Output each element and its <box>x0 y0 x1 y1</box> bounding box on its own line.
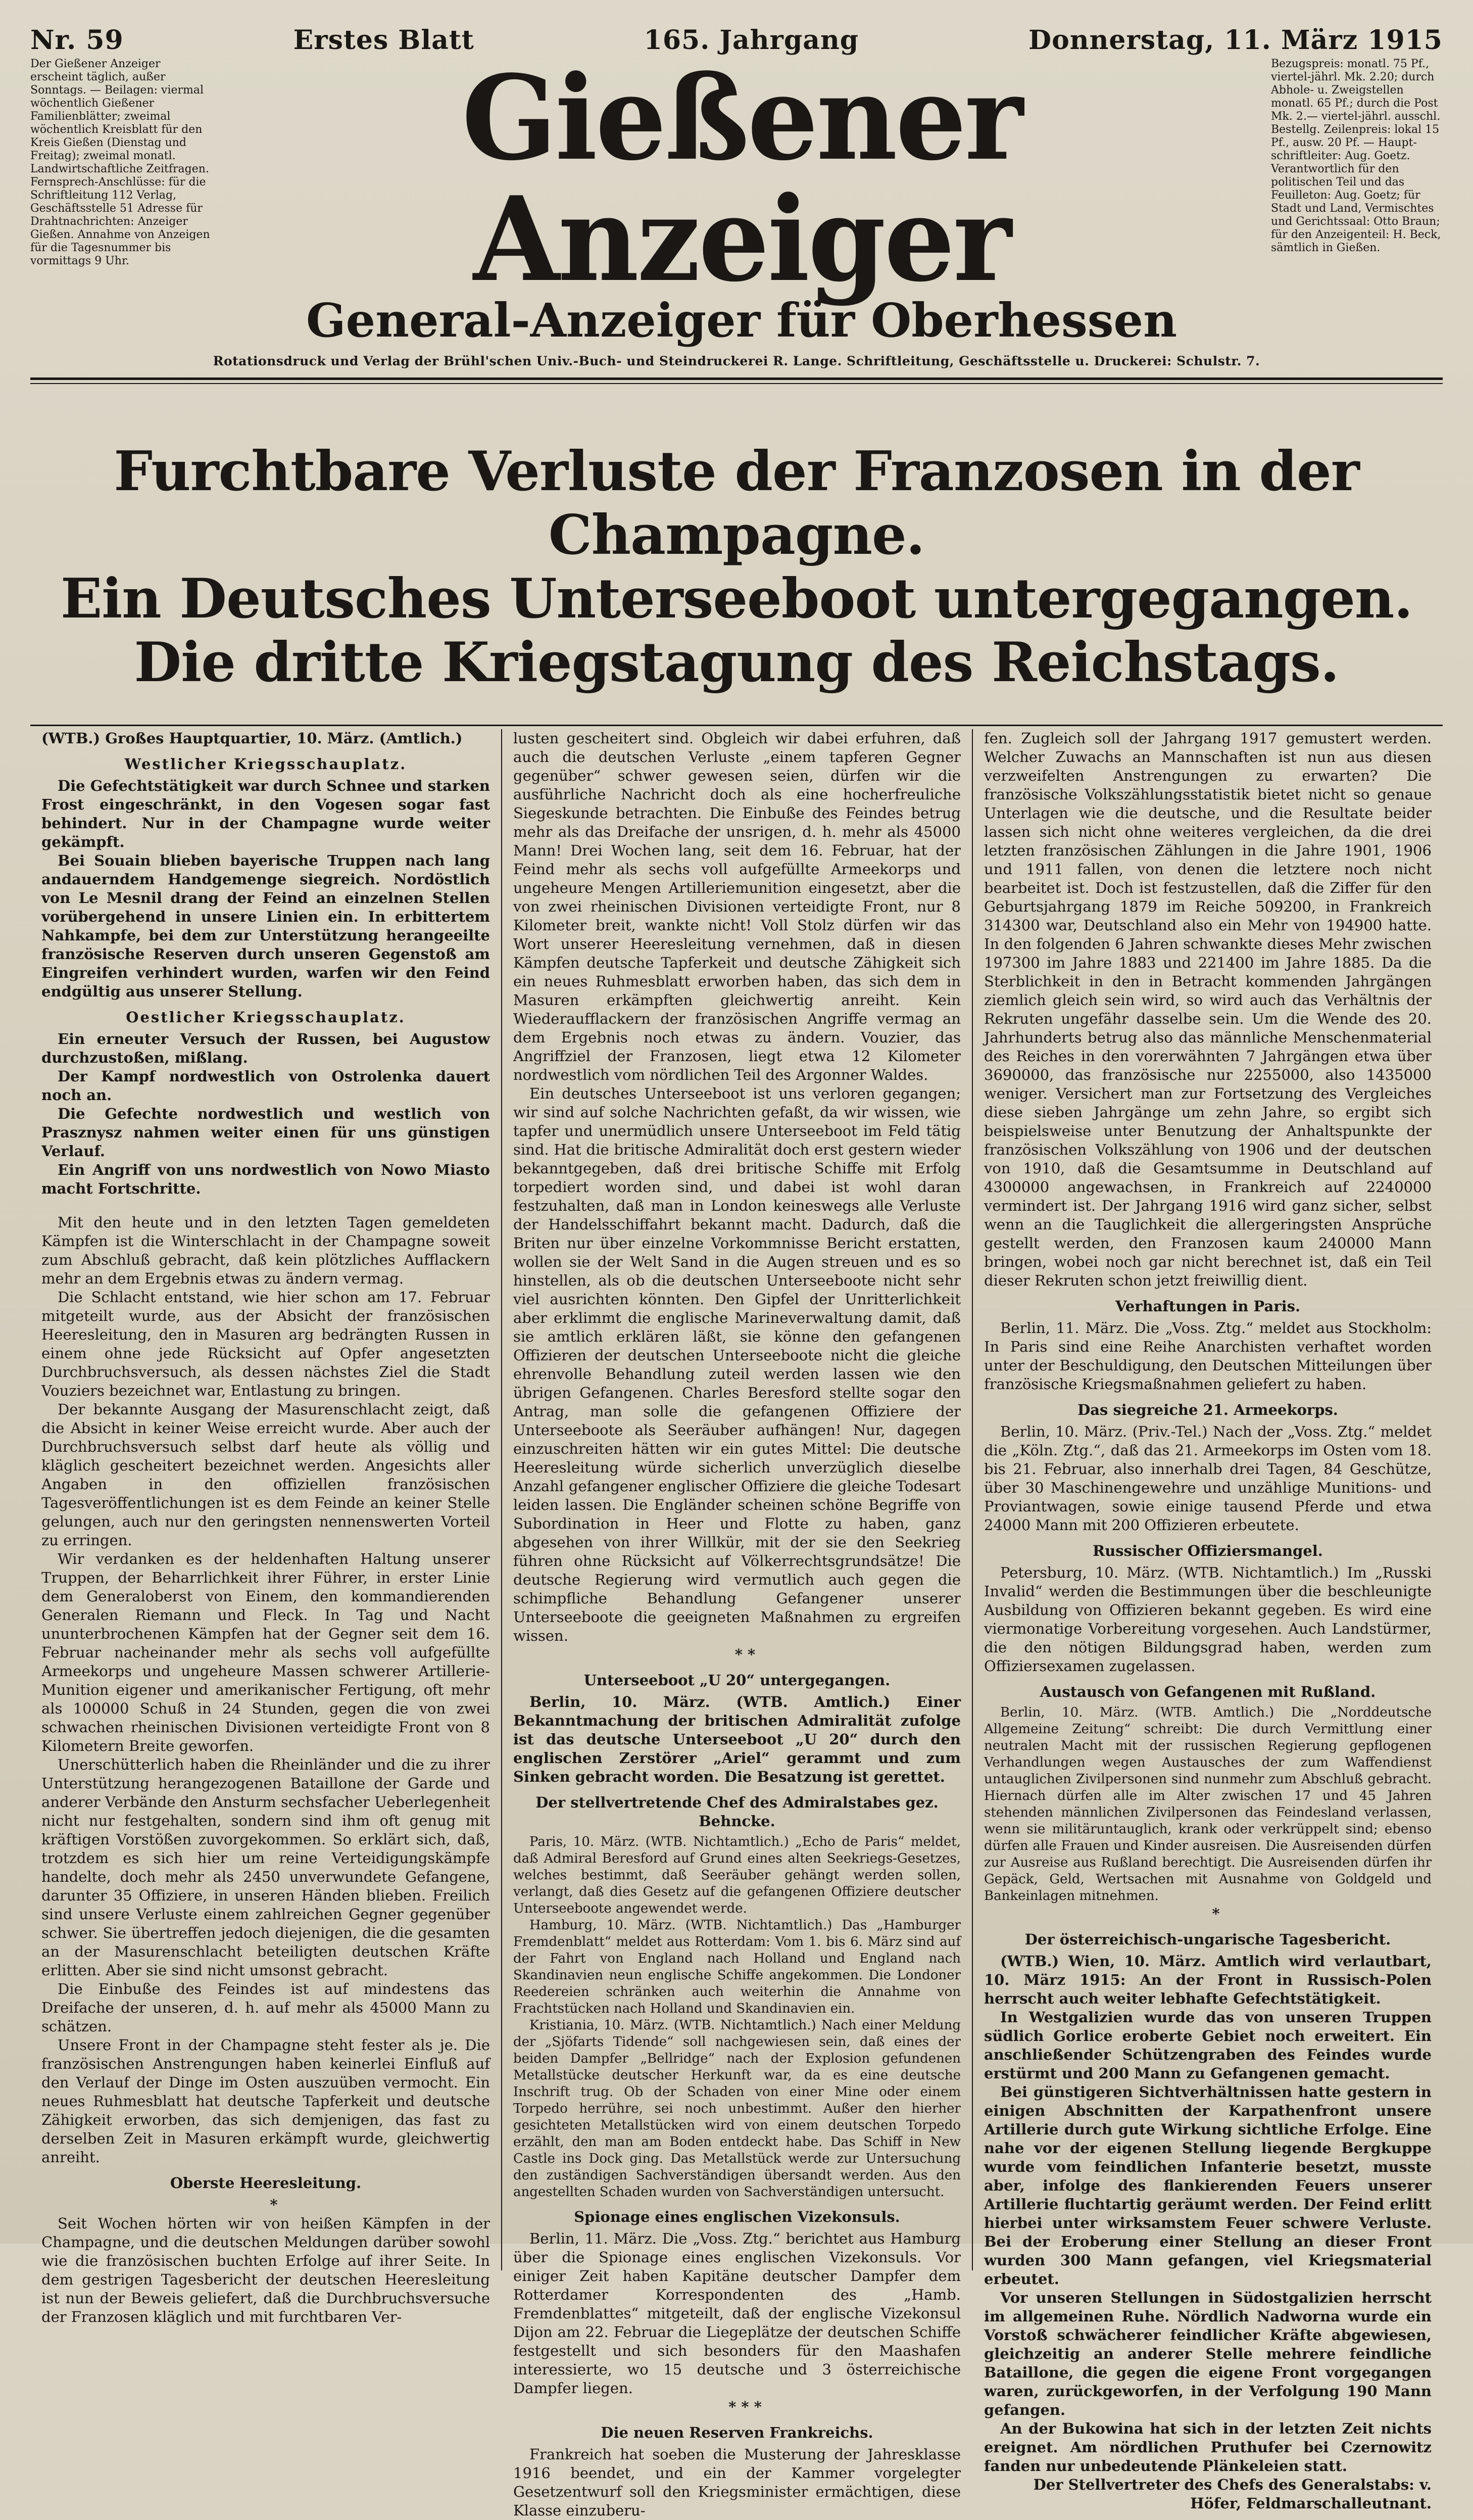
newspaper-title: Gießener Anzeiger <box>462 50 1021 308</box>
section-heading: Russischer Offiziersmangel. <box>1093 1542 1323 1559</box>
paragraph: Bei Souain blieben bayerische Truppen nach lang andauerndem Handgemenge siegreich. Nordöstlich von Le Mesnil drang der Feind an einzelnen Stellen vorübergehend in unsere Linien ein. In erbittertem Nahkampfe, bei dem zur Unterstützung herangeeilte französische Reserven durch unseren Gegenstoß am Eingreifen verhindert wurden, warfen wir den Feind endgültig aus unserer Stellung. <box>41 852 490 1000</box>
masthead-right-info: Bezugspreis: monatl. 75 Pf., viertel-jährl. Mk. 2.20; durch Abhole- u. Zweigstellen monatl. 65 Pf.; durch die Post Mk. 2.— viertel-jährl. ausschl. Bestellg. Zeilenpreis: lokal 15 Pf., ausw. 20 Pf. — Haupt-schriftleiter: Aug. Goetz. Verantwortlich für den politischen Teil und das Feuilleton: Aug. Goetz; für Stadt und Land, Vermischtes und Gerichtssaal: Otto Braun; für den Anzeigenteil: H. Beck, sämtlich in Gießen. <box>1271 58 1441 254</box>
newspaper-subtitle: General-Anzeiger für Oberhessen <box>306 293 1177 348</box>
column-3 <box>972 729 1443 2512</box>
separator-star: * <box>270 2196 278 2213</box>
paragraph: lusten gescheitert sind. Obgleich wir dabei erfuhren, daß auch die deutschen Verluste „einem tapferen Gegner gegenüber“ schwer gewesen seien, dürfen wir die ausführliche Nachricht doch als eine hocherfreuliche Siegeskunde betrachten. Die Einbuße des Feindes betrug mehr als das Dreifache der unsrigen, d. h. mehr als 45000 Mann! Drei Wochen lang, seit dem 16. Februar, hat der Feind mehr als sechs voll aufgefüllte Armeekorps und ungeheure Mengen Artilleriemunition eingesetzt, aber die von zwei rheinischen Divisionen verteidigte Front, nur 8 Kilometer breit, wankte nicht! Voll Stolz dürfen wir das Wort unserer Heeresleitung vernehmen, daß in diesen Kämpfen deutsche Tapferkeit und deutsche Zähigkeit sich ein neues Ruhmesblatt erworben haben, das sich dem in Masuren erkämpften gleichwertig anreiht. Kein Wiederaufflackern der französischen Angriffe vermag an dem Ergebnis noch etwas zu ändern. Vouzier, das Angriffziel der Franzosen, liegt etwa 12 Kilometer nordwestlich vom nördlichen Teil des Argonner Waldes. <box>513 730 961 1083</box>
paragraph: Paris, 10. März. (WTB. Nichtamtlich.) „Echo de Paris“ meldet, daß Admiral Beresford auf Grund eines alten Seekriegs-Gesetzes, welches bestimmt, daß Seeräuber gehängt werden sollen, verlangt, daß dies Gesetz auf die gefangenen Offiziere deutscher Unterseeboote angewendet werde. <box>513 1834 961 1916</box>
paragraph: Ein erneuter Versuch der Russen, bei Augustow durchzustoßen, mißlang. <box>41 1030 490 1066</box>
column-1 <box>30 729 501 2325</box>
separator-star: * <box>1212 1905 1220 1922</box>
paragraph: Unerschütterlich haben die Rheinländer und die zu ihrer Unterstützung herangezogenen Bataillone der Garde und anderer Verbände den Ansturm sechsfacher Ueberlegenheit nicht nur festgehalten, sondern sind ihm oft genug mit kräftigen Vorstößen zuvorgekommen. So erklärt sich, daß, trotzdem es sich hier um reine Verteidigungskämpfe handelte, doch mehr als 2450 unverwundete Gefangene, darunter 35 Offiziere, in unseren Händen blieben. Freilich sind unsere Verluste einem zahlreichen Gegner gegenüber schwer. Sie übertreffen jedoch diejenigen, die die gesamten an der Masurenschlacht beteiligten deutschen Kräfte erlitten. Aber sie sind nicht umsonst gebracht. <box>41 1756 490 1979</box>
paragraph: Berlin, 10. März. (WTB. Amtlich.) Einer Bekanntmachung der britischen Admiralität zufolge ist das deutsche Unterseeboot „U 20“ durch den englischen Zerstörer „Ariel“ gerammt und zum Sinken gebracht worden. Die Besatzung ist gerettet. <box>513 1693 961 1785</box>
headline-2: Ein Deutsches Unterseeboot untergegangen. <box>60 567 1413 631</box>
paragraph: Vor unseren Stellungen in Südostgalizien herrscht im allgemeinen Ruhe. Nördlich Nadworna wurde ein Vorstoß schwächerer feindlicher Kräfte abgewiesen, gleichzeitig an anderer Stelle mehrere feindliche Bataillone, die gegen die eigene Front vorgegangen waren, zurückgeworfen, in der Verfolgung 190 Mann gefangen. <box>984 2289 1432 2418</box>
paragraph: fen. Zugleich soll der Jahrgang 1917 gemustert werden. Welcher Zuwachs an Mannschaften ist nun aus diesen verzweifelten Anstrengungen zu erwarten? Die französische Volkszählungsstatistik bietet nicht so genaue Unterlagen wie die deutsche, und die Resultate beider lassen sich nicht ohne weiteres vergleichen, da die drei letzten französischen Zählungen in die Jahre 1901, 1906 und 1911 fallen, von denen die letztere noch nicht bearbeitet ist. Doch ist festzustellen, daß die Ziffer für den Geburtsjahrgang 1879 im Reiche 509200, in Frankreich 314300 war, Deutschland also ein Mehr von 194900 hatte. In den folgenden 6 Jahren schwankte dieses Mehr zwischen 197300 im Jahre 1883 und 221400 im Jahre 1885. Da die Sterblichkeit in den in Betracht kommenden Jahrgängen ziemlich gleich sein wird, so wird auch das Verhältnis der Rekruten ungefähr dasselbe sein. Um die Wende des 20. Jahrhunderts betrug also das männliche Menschenmaterial des Reiches in den vorerwähnten 7 Jahrgängen etwa über 3690000, das französische nur 2255000, also 1435000 weniger. Versichert man zur Fortsetzung des Vergleiches diese sieben Jahrgänge um zehn Jahre, so ergibt sich beispielsweise unter Benutzung der Anhaltspunkte der französischen Volkszählung von 1906 und der deutschen von 1910, daß die Gesamtsumme in Deutschland auf 4300000 angewachsen, in Frankreich auf 2240000 vermindert ist. Der Jahrgang 1916 wird ganz sicher, selbst wenn an die Tauglichkeit die allergeringsten Ansprüche gestellt werden, den Franzosen kaum 240000 Mann bringen, wobei noch gar nicht berechnet ist, daß ein Teil dieser Rekruten schon jetzt freiwillig dient. <box>984 730 1432 1289</box>
signature: Der stellvertretende Chef des Admiralstabes gez. Behncke. <box>535 1794 939 1830</box>
paragraph: Die Gefechte nordwestlich und westlich von Prasznysz nahmen weiter einen für uns günstigen Verlauf. <box>41 1105 490 1160</box>
printline: Rotationsdruck und Verlag der Brühl'schen Univ.-Buch- und Steindruckerei R. Lange. Schriftleitung, Geschäftsstelle u. Druckerei: Schulstr. 7. <box>213 354 1260 368</box>
paragraph: Ein Angriff von uns nordwestlich von Nowo Miasto macht Fortschritte. <box>41 1161 490 1197</box>
paragraph: Die Schlacht entstand, wie hier schon am 17. Februar mitgeteilt wurde, aus der Absicht der französischen Heeresleitung, den in Masuren arg bedrängten Russen in einem ohne jede Rücksicht auf Opfer angesetzten Durchbruchsversuch, als dessen nächstes Ziel die Stadt Vouziers bezeichnet war, Entlastung zu bringen. <box>41 1289 490 1399</box>
paragraph: Seit Wochen hörten wir von heißen Kämpfen in der Champagne, und die deutschen Meldungen darüber sowohl wie die französischen buchten Erfolge auf ihrer Seite. In dem gestrigen Tagesbericht der deutschen Heeresleitung ist nun der Beweis geliefert, daß die Durchbruchsversuche der Franzosen kläglich und mit furchtbaren Ver- <box>41 2215 490 2325</box>
headline-1: Furchtbare Verluste der Franzosen in der Champagne. <box>114 440 1359 567</box>
paragraph: Kristiania, 10. März. (WTB. Nichtamtlich.) Nach einer Meldung der „Sjöfarts Tidende“ soll nachgewiesen sein, daß eines der beiden Dampfer „Bellridge“ nach der Explosion gefundenen Metallstücke deutscher Herkunft war, da es eine deutsche Inschrift trug. Ob der Schaden von einer Mine oder einem Torpedo herrühre, sei noch unbestimmt. Außer den hierher gesichteten Metallstücken wird von einem deutschen Torpedo erzählt, den man am Boden entdeckt habe. Das Schiff in New Castle ins Dock ging. Das Metallstück werde zur Untersuchung den zuständigen Sachverständigen übersandt werden. Aus den angestellten Schaden wurden von Sachverständigen untersucht. <box>513 2018 961 2200</box>
paragraph: Die Gefechtstätigkeit war durch Schnee und starken Frost eingeschränkt, in den Vogesen sogar fast behindert. Nur in der Champagne wurde weiter gekämpft. <box>41 777 490 850</box>
jahrgang-label: 165. Jahrgang <box>644 25 859 56</box>
paragraph: Die Einbuße des Feindes ist auf mindestens das Dreifache der unseren, d. h. auf mehr als 45000 Mann zu schätzen. <box>41 1980 490 2035</box>
paragraph: Der bekannte Ausgang der Masurenschlacht zeigt, daß die Absicht in keiner Weise erreicht wurde. Aber auch der Durchbruchsversuch selbst darf heute als völlig und kläglich gescheitert bezeichnet werden. Angesichts aller Angaben in den offiziellen französischen Tagesveröffentlichungen ist es dem Feinde an keiner Stelle gelungen, auch nur den geringsten nennenswerten Vorteil zu erringen. <box>41 1401 490 1549</box>
paragraph: Berlin, 10. März. (Priv.-Tel.) Nach der „Voss. Ztg.“ meldet die „Köln. Ztg.“, daß das 21. Armeekorps im Osten vom 18. bis 21. Februar, also innerhalb drei Tagen, 84 Geschütze, über 30 Maschinengewehre und unzählige Munitions- und Proviantwagen, sowie einige tausend Pferde und etwa 24000 Mann mit 200 Offizieren erbeutete. <box>984 1423 1432 1534</box>
masthead-left-info: Der Gießener Anzeiger erscheint täglich, außer Sonntags. — Beilagen: viermal wöchentlich Gießener Familienblätter; zweimal wöchentlich Kreisblatt für den Kreis Gießen (Dienstag und Freitag); zweimal monatl. Landwirtschaftliche Zeitfragen. Fernsprech-Anschlüsse: für die Schriftleitung 112 Verlag, Geschäftsstelle 51 Adresse für Drahtnachrichten: Anzeiger Gießen. Annahme von Anzeigen für die Tagesnummer bis vormittags 9 Uhr. <box>30 58 210 267</box>
paragraph: Berlin, 10. März. (WTB. Amtlich.) Die „Norddeutsche Allgemeine Zeitung“ schreibt: Die durch Vermittlung einer neutralen Macht mit der russischen Regierung gepflogenen Verhandlungen wegen Austausches der zum Waffendienst untauglichen Zivilpersonen sind nunmehr zum Abschluß gebracht. Hiernach dürfen alle im Alter zwischen 17 und 45 Jahren stehenden männlichen Zivilpersonen das Feindesland verlassen, wenn sie militäruntauglich, krank oder verkrüppelt sind; ebenso dürfen alle Frauen und Kinder ausreisen. Die Ausreisenden dürfen zur Ausreise aus Rußland berechtigt. Die Ausreisenden dürfen ihr Gepäck, Geld, Wertsachen mit Ausnahme von Goldgeld und Bankeinlagen mitnehmen. <box>984 1705 1432 1904</box>
issue-number: Nr. 59 <box>30 25 124 56</box>
section-heading: Spionage eines englischen Vizekonsuls. <box>574 2208 900 2225</box>
section-heading: Westlicher Kriegsschauplatz. <box>124 755 407 773</box>
paragraph: Mit den heute und in den letzten Tagen gemeldeten Kämpfen ist die Winterschlacht in der Champagne soweit zum Abschluß gebracht, daß kein plötzliches Aufflackern mehr an dem Ergebnis etwas zu ändern vermag. <box>41 1214 490 1287</box>
article-columns <box>30 729 1443 2519</box>
section-heading: Die neuen Reserven Frankreichs. <box>601 2424 873 2441</box>
section-heading: Unterseeboot „U 20“ untergegangen. <box>583 1672 891 1689</box>
signature: Oberste Heeresleitung. <box>170 2174 362 2192</box>
paragraph: Berlin, 11. März. Die „Voss. Ztg.“ berichtet aus Hamburg über die Spionage eines englischen Vizekonsuls. Vor einiger Zeit haben Kapitäne deutscher Dampfer dem Rotterdamer Korrespondenten des „Hamb. Fremdenblattes“ mitgeteilt, daß der englische Vizekonsul Dijon am 22. Februar die Liegeplätze der deutschen Schiffe festgestellt und sich besonders für den Maashafen interessierte, wo 15 deutsche und 3 österreichische Dampfer liegen. <box>513 2230 961 2397</box>
paragraph: Berlin, 11. März. Die „Voss. Ztg.“ meldet aus Stockholm: In Paris sind eine Reihe Anarchisten verhaftet worden unter der Beschuldigung, den Deutschen Mitteilungen über französische Kriegsmaßnahmen geliefert zu haben. <box>984 1319 1432 1393</box>
paragraph: In Westgalizien wurde das von unseren Truppen südlich Gorlice eroberte Gebiet noch erweitert. Ein anschließender Schützengraben des Feindes wurde erstürmt und 200 Mann zu Gefangenen gemacht. <box>984 2009 1432 2082</box>
paragraph: Der Kampf nordwestlich von Ostrolenka dauert noch an. <box>41 1068 490 1104</box>
paragraph: Frankreich hat soeben die Musterung der Jahresklasse 1916 beendet, und ein der Kammer vorgelegter Gesetzentwurf soll den Kriegsminister ermächtigen, diese Klasse einzuberu- <box>513 2446 961 2519</box>
paragraph: Petersburg, 10. März. (WTB. Nichtamtlich.) Im „Russki Invalid“ werden die Bestimmungen über die beschleunigte Ausbildung von Offizieren bekannt gegeben. Es wird eine viermonatige Vorbereitung vorgesehen. Auch Landstürmer, die den nötigen Bildungsgrad haben, werden zum Offiziersexamen zugelassen. <box>984 1564 1432 1675</box>
headlines <box>30 384 1443 725</box>
headline-rule <box>30 725 1443 726</box>
paragraph: Ein deutsches Unterseeboot ist uns verloren gegangen; wir sind auf solche Nachrichten gefaßt, da wir wissen, wie tapfer und unermüdlich unsere Unterseeboot im Feld tätig sind. Hat die britische Admiralität doch erst gestern wieder bekanntgegeben, daß drei britische Schiffe mit Erfolg torpediert worden sind, und dabei ist wohl daran festzuhalten, daß man in London keineswegs alle Verluste der Handelsschiffahrt bekannt macht. Dadurch, daß die Briten nur über einzelne Vorkommnisse Bericht erstatten, wollen sie der Welt Sand in die Augen streuen und es so hinstellen, als ob die deutschen Unterseeboote nicht sehr viel ausrichten könnten. Den Gipfel der Unritterlichkeit aber erklimmt die englische Marineverwaltung damit, daß sie amtlich erklären läßt, sie könne den gefangenen Offizieren der deutschen Unterseeboote nicht die gleiche ehrenvolle Behandlung zuteil werden lassen wie den übrigen Gefangenen. Charles Beresford stellte sogar den Antrag, man solle die gefangenen Offiziere der Unterseeboote als Seeräuber aufhängen! Nur, dagegen einzuschreiten hätten wir ein gutes Mittel: Die deutsche Heeresleitung würde sicherlich unverzüglich dieselbe Anzahl gefangener englischer Offiziere die gleiche Todesart leiden lassen. Die Engländer scheinen schöne Begriffe von Subordination in Heer und Flotte zu haben, ganz abgesehen von ihrer Willkür, mit der sie den Seekrieg führen ohne Rücksicht auf Völkerrechtsgrundsätze! Die deutsche Regierung wird vermutlich auch gegen die schimpfliche Behandlung Gefangener unserer Unterseeboote die geeigneten Maßnahmen zu ergreifen wissen. <box>513 1085 961 1644</box>
masthead-center <box>227 50 1256 348</box>
section-heading: Verhaftungen in Paris. <box>1115 1298 1301 1315</box>
blatt-label: Erstes Blatt <box>293 25 474 56</box>
paragraph: An der Bukowina hat sich in der letzten Zeit nichts ereignet. Am nördlichen Pruthufer bei Czernowitz fanden nur unbedeutende Plänkeleien statt. <box>984 2420 1432 2475</box>
section-heading: Das siegreiche 21. Armeekorps. <box>1077 1401 1338 1418</box>
issue-date: Donnerstag, 11. März 1915 <box>1028 25 1443 56</box>
masthead <box>30 50 1443 348</box>
separator-star: * * * <box>728 2398 762 2415</box>
dateline: (WTB.) Großes Hauptquartier, 10. März. (Amtlich.) <box>41 730 463 747</box>
paragraph: (WTB.) Wien, 10. März. Amtlich wird verlautbart, 10. März 1915: An der Front in Russisch-Polen herrscht auch weiter lebhafte Gefechtstätigkeit. <box>984 1953 1432 2007</box>
section-heading: Austausch von Gefangenen mit Rußland. <box>1040 1683 1376 1700</box>
section-heading: Oestlicher Kriegsschauplatz. <box>126 1009 406 1026</box>
paragraph: Wir verdanken es der heldenhaften Haltung unserer Truppen, der Beharrlichkeit ihrer Führer, in erster Linie dem Generaloberst von Einem, den kommandierenden Generalen Riemann und Fleck. In Tag und Nacht ununterbrochenen Kämpfen hat der Gegner seit dem 16. Februar nacheinander mehr als sechs voll aufgefüllte Armeekorps und ungeheure Massen schwerer Artillerie-Munition eigener und amerikanischer Fertigung, oft mehr als 100000 Schuß in 24 Stunden, gegen die von zwei schwachen rheinischen Divisionen verteidigte Front von 8 Kilometern Breite geworfen. <box>41 1550 490 1754</box>
section-heading: Der österreichisch-ungarische Tagesbericht. <box>1024 1931 1391 1948</box>
column-2 <box>501 729 972 2519</box>
paragraph: Unsere Front in der Champagne steht fester als je. Die französischen Anstrengungen haben keinerlei Einfluß auf den Verlauf der Dinge im Osten auszuüben vermocht. Ein neues Ruhmesblatt hat deutsche Tapferkeit und deutsche Zähigkeit erworben, das sich demjenigen, das fast zu derselben Zeit in Masuren erkämpft wurde, gleichwertig anreiht. <box>41 2036 490 2166</box>
signature: Der Stellvertreter des Chefs des Generalstabs: v. Höfer, Feldmarschalleutnant. <box>1033 2476 1432 2512</box>
headline-3: Die dritte Kriegstagung des Reichstags. <box>134 631 1339 694</box>
paragraph: Hamburg, 10. März. (WTB. Nichtamtlich.) Das „Hamburger Fremdenblatt“ meldet aus Rotterdam: Vom 1. bis 6. März sind auf der Fahrt von England nach Holland und England nach Skandinavien neun englische Schiffe angekommen. Die Londoner Reedereien schränken auch weiterhin die Annahme von Frachtstücken nach Holland und Skandinavien ein. <box>513 1918 961 2016</box>
paragraph: Bei günstigeren Sichtverhältnissen hatte gestern in einigen Abschnitten der Karpathenfront unsere Artillerie durch gute Wirkung sichtliche Erfolge. Eine nahe vor der eigenen Stellung liegende Bergkuppe wurde vom feindlichen Infanterie besetzt, musste aber, infolge des flankierenden Feuers unserer Artillerie fluchtartig geräumt werden. Der Feind erlitt hierbei unter wirksamstem Feuer schwere Verluste. Bei der Eroberung einer Stellung an dieser Front wurden 300 Mann gefangen, viel Kriegsmaterial erbeutet. <box>984 2083 1432 2288</box>
masthead-rule <box>30 377 1443 380</box>
separator-star: * * <box>734 1646 756 1663</box>
